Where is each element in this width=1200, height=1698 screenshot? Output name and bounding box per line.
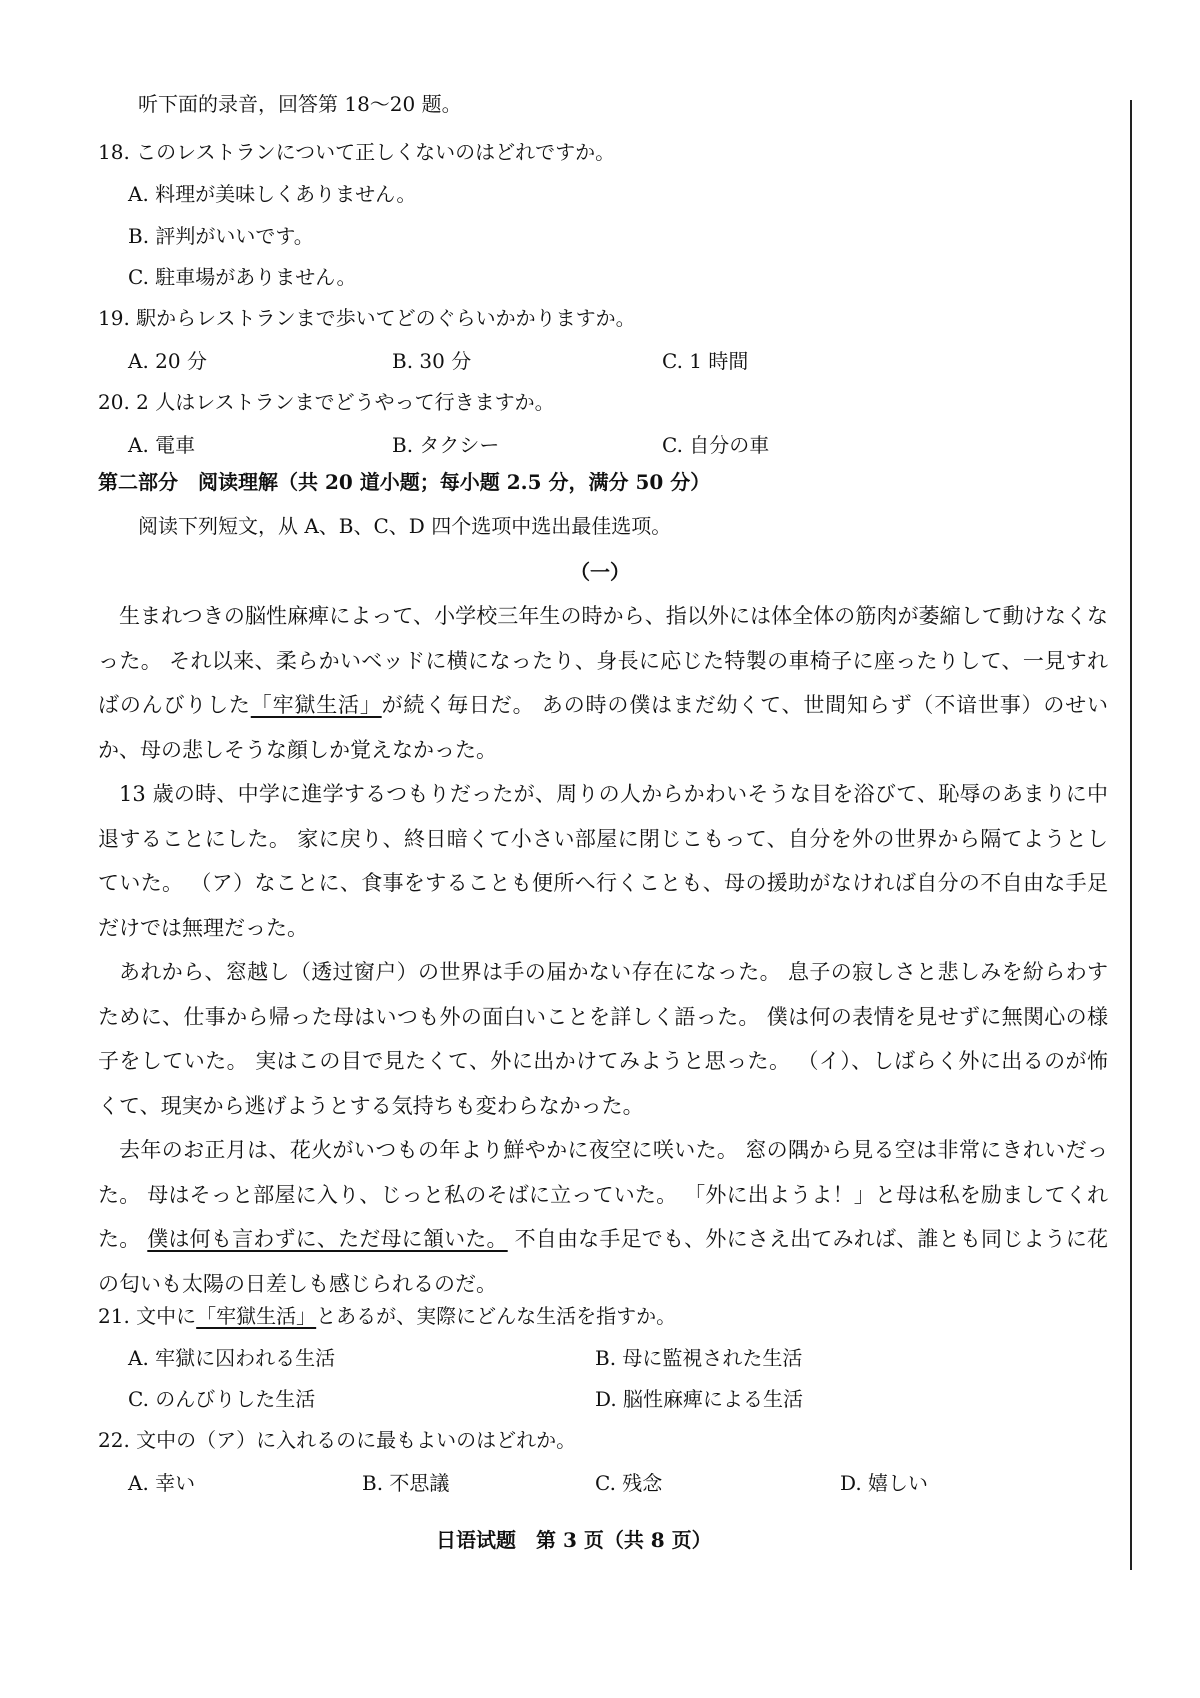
q21-option-b: B. 母に監視された生活 bbox=[595, 1346, 803, 1370]
margin-line bbox=[1130, 100, 1132, 1570]
passage-paragraph-2: 13 歳の時、中学に進学するつもりだったが、周りの人からかわいそうな目を浴びて、恥辱のあまりに中退することにした。 家に戻り、終日暗くて小さい部屋に閉じこもって、自分を外の世界から隔てようとしていた。 （ア）なことに、食事をすることも便所へ行くことも、母の援助がなければ自分の不自由な手足だけでは無理だった。 bbox=[98, 782, 1108, 940]
q22-option-b: B. 不思議 bbox=[362, 1471, 450, 1495]
reading-section-title: 第二部分 阅读理解（共 20 道小题；每小题 2.5 分，满分 50 分） bbox=[98, 470, 711, 494]
q21-post: とあるが、実際にどんな生活を指すか。 bbox=[316, 1304, 677, 1328]
q18-option-a: A. 料理が美味しくありません。 bbox=[128, 182, 417, 206]
passage-paragraph-1 bbox=[98, 594, 1108, 772]
question-18: 18. このレストランについて正しくないのはどれですか。 bbox=[98, 140, 616, 164]
listening-instruction: 听下面的录音，回答第 18～20 题。 bbox=[138, 92, 462, 116]
q21-option-d: D. 脳性麻痺による生活 bbox=[595, 1387, 804, 1411]
question-21 bbox=[98, 1300, 676, 1329]
reading-instruction: 阅读下列短文，从 A、B、C、D 四个选项中选出最佳选项。 bbox=[138, 514, 672, 538]
p4-underlined: 僕は何も言わずに、ただ母に頷いた。 bbox=[147, 1227, 508, 1251]
passage-number: （一） bbox=[570, 560, 630, 584]
question-20: 20. 2 人はレストランまでどうやって行きますか。 bbox=[98, 390, 555, 414]
q20-option-c: C. 自分の車 bbox=[662, 433, 770, 457]
p4-text-a: 去年のお正月は、花火がいつもの年より鮮やかに夜空に咲いた。 窓の隅から見る空は非常にきれいだった。 母はそっと部屋に入り、じっと私のそばに立っていた。 「外に出ようよ！」と母は私を励ましてくれた。 bbox=[98, 1138, 1108, 1251]
q19-option-a: A. 20 分 bbox=[128, 349, 207, 373]
passage-paragraph-4 bbox=[98, 1128, 1108, 1306]
q19-option-c: C. 1 時間 bbox=[662, 349, 749, 373]
q20-option-a: A. 電車 bbox=[128, 433, 196, 457]
question-19: 19. 駅からレストランまで歩いてどのぐらいかかりますか。 bbox=[98, 306, 636, 330]
passage-paragraph-3: あれから、窓越し（透过窗户）の世界は手の届かない存在になった。 息子の寂しさと悲しみを紛らわすために、仕事から帰った母はいつも外の面白いことを詳しく語った。 僕は何の表情を見せずに無関心の様子をしていた。 実はこの目で見たくて、外に出かけてみようと思った。 （イ）、しばらく外に出るのが怖くて、現実から逃げようとする気持ちも変わらなかった。 bbox=[98, 960, 1108, 1118]
q22-option-a: A. 幸い bbox=[128, 1471, 196, 1495]
p4-text-b: 不自由な手足でも、外にさえ出てみれば、誰とも同じように花の匂いも太陽の日差しも感じられるのだ。 bbox=[98, 1227, 1108, 1296]
q21-option-a: A. 牢獄に囚われる生活 bbox=[128, 1346, 336, 1370]
q18-option-b: B. 評判がいいです。 bbox=[128, 224, 314, 248]
q22-option-d: D. 嬉しい bbox=[840, 1471, 929, 1495]
q22-option-c: C. 残念 bbox=[595, 1471, 663, 1495]
q18-option-c: C. 駐車場がありません。 bbox=[128, 265, 357, 289]
page-footer: 日语试题 第 3 页（共 8 页） bbox=[436, 1528, 712, 1552]
p1-text-b: が続く毎日だ。 あの時の僕はまだ幼くて、世間知らず（不谙世事）のせいか、母の悲しそうな顔しか覚えなかった。 bbox=[98, 693, 1108, 762]
q21-underlined: 「牢獄生活」 bbox=[196, 1304, 317, 1328]
q21-pre: 21. 文中に bbox=[98, 1304, 197, 1328]
p1-text-a: 生まれつきの脳性麻痺によって、小学校三年生の時から、指以外には体全体の筋肉が萎縮して動けなくなった。 それ以来、柔らかいベッドに横になったり、身長に応じた特製の車椅子に座ったりして、一見すればのんびりした bbox=[98, 604, 1108, 717]
question-22: 22. 文中の（ア）に入れるのに最もよいのはどれか。 bbox=[98, 1428, 577, 1452]
q21-option-c: C. のんびりした生活 bbox=[128, 1387, 316, 1411]
q20-option-b: B. タクシー bbox=[392, 433, 500, 457]
q19-option-b: B. 30 分 bbox=[392, 349, 472, 373]
p1-underlined: 「牢獄生活」 bbox=[250, 693, 382, 717]
